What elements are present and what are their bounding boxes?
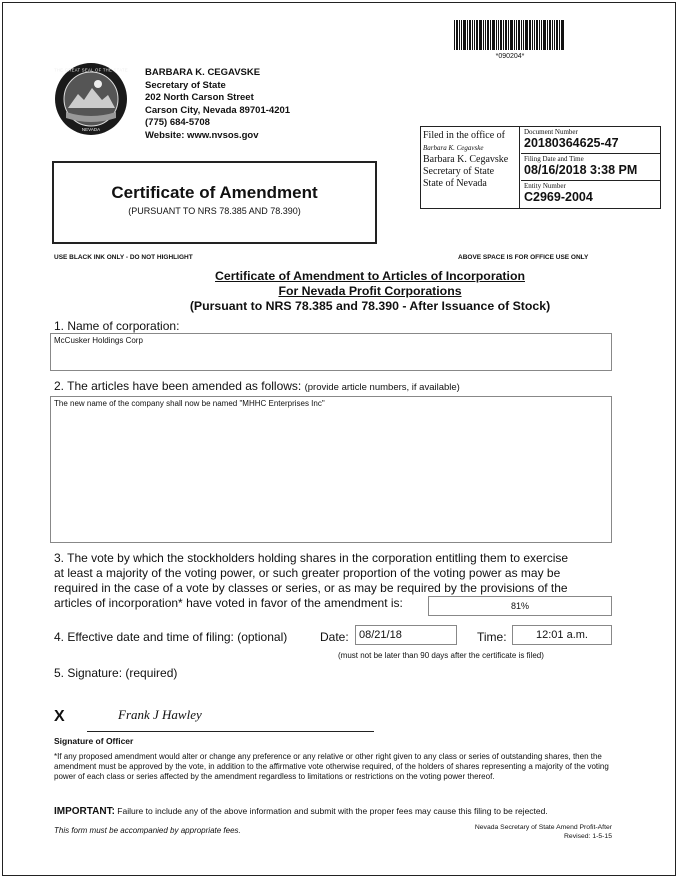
barcode-bar (518, 20, 520, 50)
entity-number-label: Entity Number (524, 182, 566, 190)
filing-stamp-box (420, 126, 661, 209)
barcode-bar (523, 20, 524, 50)
barcode-bar (474, 20, 475, 50)
barcode-bar (510, 20, 513, 50)
barcode-bar (456, 20, 458, 50)
barcode-bar (472, 20, 473, 50)
signature-caption: Signature of Officer (54, 736, 134, 746)
barcode-bar (479, 20, 482, 50)
barcode-bar (521, 20, 522, 50)
barcode-bar (469, 20, 471, 50)
entity-number-cell (521, 181, 660, 208)
barcode-bar (552, 20, 553, 50)
form-id (440, 823, 612, 841)
officer-title: Secretary of State (423, 166, 495, 177)
sos-phone: (775) 684-5708 (145, 117, 210, 128)
form-header-line1: Certificate of Amendment to Articles of Incorporation (215, 269, 525, 283)
barcode-bar (534, 20, 535, 50)
barcode (454, 20, 566, 50)
document-number-cell (521, 127, 660, 154)
q4-label: 4. Effective date and time of filing: (optional) (54, 630, 288, 644)
barcode-bar (467, 20, 468, 50)
filing-date: 08/16/2018 3:38 PM (524, 163, 638, 177)
svg-text:NEVADA: NEVADA (81, 127, 101, 132)
officer-signature: Frank J Hawley (118, 707, 202, 722)
q3-line3: required in the case of a vote by classes or series, or as may be required by the provisions of the (54, 581, 568, 595)
effective-date-field[interactable]: 08/21/18 (355, 625, 457, 645)
state-seal-icon (54, 62, 128, 136)
filing-date-label: Filing Date and Time (524, 155, 584, 163)
svg-text:THE GREAT SEAL OF THE STATE: THE GREAT SEAL OF THE STATE (54, 67, 128, 73)
barcode-bar (487, 20, 489, 50)
signature-line (87, 731, 374, 732)
q2-label-row (54, 379, 460, 395)
barcode-bar (529, 20, 531, 50)
footnote: *If any proposed amendment would alter or change any preference or any relative or other right given to any class or series of outstanding shares, then the amendment must be approved by the vote, in addition to the affirmative vote otherwise required, of the holders of shares representing a majority of the voting power of each class or series affected by the amendment regardless to limitations or restrictions on the voting power thereof. (54, 752, 609, 781)
q3-line4: articles of incorporation* have voted in favor of the amendment is: (54, 596, 403, 610)
amendment-text-field[interactable]: The new name of the company shall now be named "MHHC Enterprises Inc" (50, 396, 612, 543)
sos-title: Secretary of State (145, 79, 226, 91)
barcode-bar (454, 20, 455, 50)
entity-number: C2969-2004 (524, 190, 593, 204)
date-limit-note: (must not be later than 90 days after the certificate is filed) (338, 651, 544, 660)
vote-percentage-field[interactable]: 81% (428, 596, 612, 616)
barcode-bar (554, 20, 555, 50)
barcode-bar (541, 20, 542, 50)
ink-note: USE BLACK INK ONLY - DO NOT HIGHLIGHT (54, 254, 193, 261)
q1-label: 1. Name of corporation: (54, 319, 180, 333)
q2-label: 2. The articles have been amended as follows: (54, 379, 302, 393)
barcode-bar (539, 20, 540, 50)
barcode-bar (516, 20, 517, 50)
barcode-bar (503, 20, 504, 50)
filing-signature: Barbara K. Cegavske (423, 144, 484, 152)
secretary-of-state-block (145, 67, 290, 142)
form-header-line3: (Pursuant to NRS 78.385 and 78.390 - After Issuance of Stock) (189, 299, 551, 313)
certificate-title-box (52, 161, 377, 244)
filed-label: Filed in the office of (423, 130, 506, 141)
q2-hint: (provide article numbers, if available) (304, 382, 460, 393)
barcode-bar (549, 20, 551, 50)
barcode-bar (508, 20, 509, 50)
barcode-bar (500, 20, 502, 50)
important-note (54, 806, 548, 817)
document-number: 20180364625-47 (524, 136, 619, 150)
officer-name: Barbara K. Cegavske (423, 154, 509, 165)
barcode-bar (459, 20, 460, 50)
form-name: Nevada Secretary of State Amend Profit-After (474, 824, 612, 831)
date-label: Date: (320, 630, 349, 644)
barcode-bar (496, 20, 497, 50)
revision-date: Revised: 1-5-15 (564, 833, 612, 840)
barcode-bar (556, 20, 558, 50)
barcode-bar (461, 20, 462, 50)
filing-date-cell (521, 154, 660, 181)
barcode-bar (463, 20, 466, 50)
barcode-bar (561, 20, 564, 50)
barcode-bar (536, 20, 538, 50)
barcode-bar (543, 20, 546, 50)
certificate-subtitle: (PURSUANT TO NRS 78.385 AND 78.390) (128, 206, 301, 216)
barcode-number: *090204* (495, 53, 525, 60)
barcode-bar (485, 20, 486, 50)
important-text: Failure to include any of the above information and submit with the proper fees may cause this filing to be rejected. (117, 806, 548, 816)
barcode-bar (483, 20, 484, 50)
fees-note: This form must be accompanied by appropriate fees. (54, 826, 241, 835)
corporation-name-field[interactable]: McCusker Holdings Corp (50, 333, 612, 371)
barcode-bar (505, 20, 507, 50)
state-name: State of Nevada (423, 178, 487, 189)
barcode-bar (525, 20, 528, 50)
sos-street: 202 North Carson Street (145, 92, 254, 103)
signature-x-mark: X (54, 708, 65, 725)
barcode-bar (492, 20, 495, 50)
barcode-bar (490, 20, 491, 50)
q5-label: 5. Signature: (required) (54, 666, 178, 680)
barcode-bar (559, 20, 560, 50)
q3-line1: 3. The vote by which the stockholders holding shares in the corporation entitling them to exercise (54, 551, 569, 565)
q3-line2: at least a majority of the voting power, or such greater proportion of the voting power as may be (54, 566, 561, 580)
time-label: Time: (477, 630, 507, 644)
barcode-bar (498, 20, 499, 50)
sos-website: Website: www.nvsos.gov (145, 129, 259, 141)
sos-city: Carson City, Nevada 89701-4201 (145, 104, 291, 116)
sos-name: BARBARA K. CEGAVSKE (145, 67, 261, 78)
effective-time-field[interactable]: 12:01 a.m. (512, 625, 612, 645)
filed-in-office (421, 127, 520, 208)
form-header-line2: For Nevada Profit Corporations (278, 284, 462, 298)
form-header (120, 269, 620, 314)
barcode-bar (514, 20, 515, 50)
barcode-bar (547, 20, 548, 50)
office-use-note: ABOVE SPACE IS FOR OFFICE USE ONLY (458, 254, 589, 261)
barcode-bar (476, 20, 478, 50)
certificate-title: Certificate of Amendment (111, 183, 318, 202)
barcode-bar (532, 20, 533, 50)
document-number-label: Document Number (524, 128, 578, 136)
important-label: IMPORTANT: (54, 806, 115, 817)
